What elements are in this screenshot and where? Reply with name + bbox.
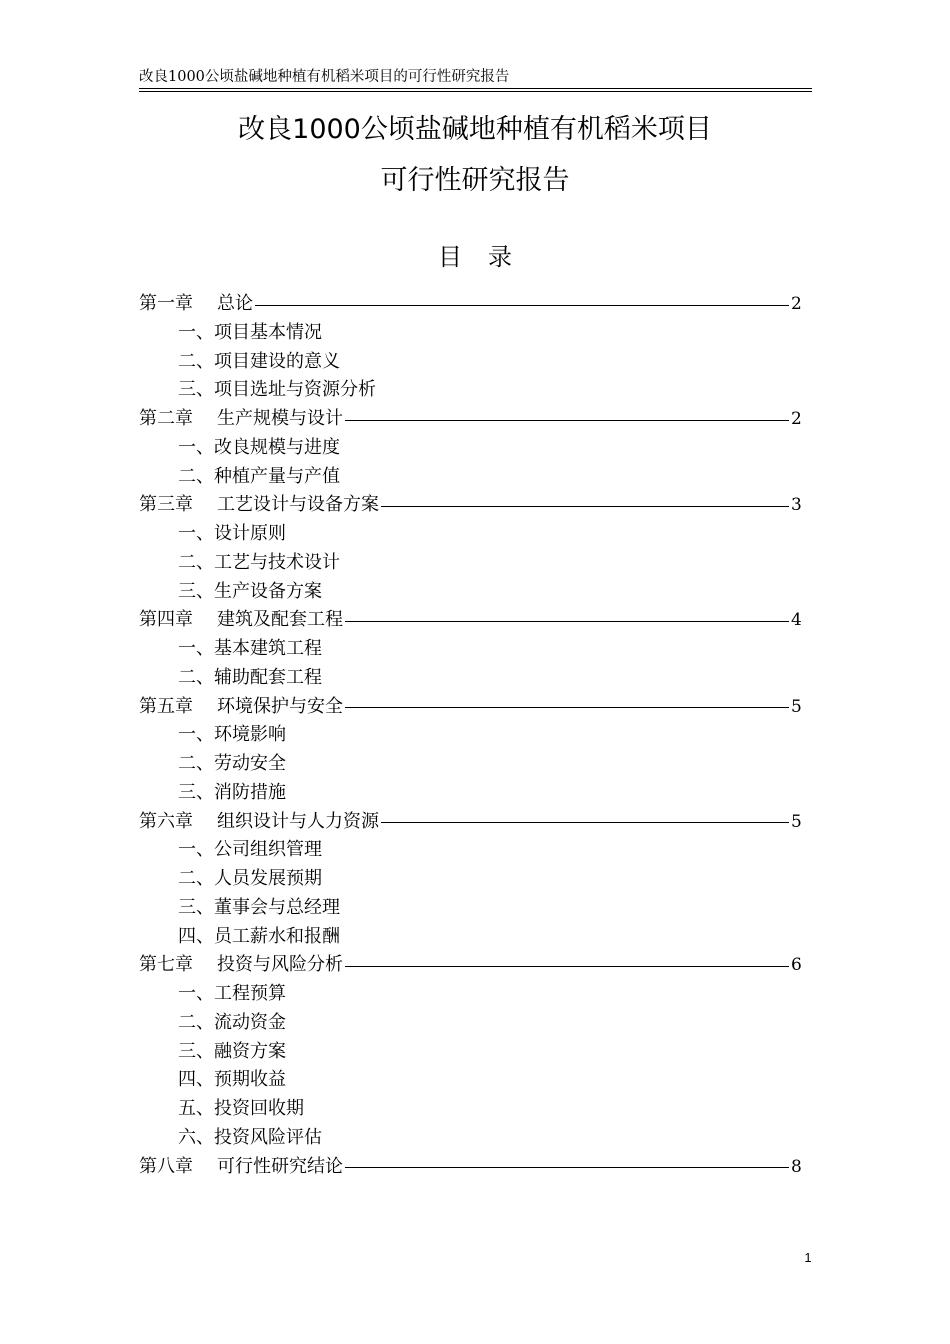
toc-heading: 目录 [438,243,538,271]
chapter-number: 第八章 [139,1155,193,1177]
section-title: 一、改良规模与进度 [178,436,340,458]
running-header: 改良1000公顷盐碱地种植有机稻米项目的可行性研究报告 [139,69,510,85]
document-title: 改良1000公顷盐碱地种植有机稻米项目 [238,114,712,145]
chapter-title: 组织设计与人力资源 [217,810,379,832]
toc-section-entry [139,319,801,348]
section-title: 二、流动资金 [178,1011,286,1033]
chapter-number: 第六章 [139,810,193,832]
chapter-title: 建筑及配套工程 [217,609,343,631]
chapter-page-number: 6 [791,955,802,976]
section-title: 六、投资风险评估 [178,1126,322,1148]
toc-section-entry [139,721,801,750]
section-title: 三、生产设备方案 [178,580,322,602]
section-title: 二、劳动安全 [178,753,286,774]
toc-section-entry [139,1009,801,1038]
chapter-title: 可行性研究结论 [217,1155,343,1177]
toc-section-entry [139,463,801,492]
section-title: 二、种植产量与产值 [178,465,340,487]
toc-section-entry [139,1066,801,1095]
toc-section-entry [139,376,801,405]
toc-chapter-entry [139,491,801,520]
toc-chapter-entry [139,606,801,635]
toc-section-entry [139,520,801,549]
toc-section-entry [139,549,801,578]
section-title: 一、项目基本情况 [178,321,322,343]
section-title: 一、工程预算 [178,983,286,1004]
section-title: 三、项目选址与资源分析 [178,379,376,401]
toc-section-entry [139,865,801,894]
section-title: 三、董事会与总经理 [178,896,340,918]
leader-line [345,621,789,622]
header-rule [139,88,812,89]
toc-section-entry [139,894,801,923]
leader-line [345,1167,789,1168]
toc-section-entry [139,664,801,693]
chapter-page-number: 3 [791,495,802,516]
section-title: 二、工艺与技术设计 [178,551,340,573]
section-title: 一、基本建筑工程 [178,638,322,659]
document-subtitle: 可行性研究报告 [380,165,570,196]
chapter-page-number: 5 [791,811,802,832]
toc-section-entry [139,836,801,865]
toc-chapter-entry [139,405,801,434]
leader-line [381,506,789,507]
header-rule-thin [139,91,812,92]
chapter-title: 工艺设计与设备方案 [217,494,379,516]
leader-line [255,305,789,306]
page-number: 1 [804,1250,812,1265]
toc-section-entry [139,779,801,808]
toc-section-entry [139,578,801,607]
chapter-number: 第五章 [139,695,193,717]
chapter-page-number: 2 [791,294,802,314]
toc-chapter-entry [139,693,801,722]
toc-section-entry [139,923,801,952]
section-title: 四、员工薪水和报酬 [178,925,340,947]
section-title: 一、公司组织管理 [178,839,322,861]
chapter-page-number: 5 [791,696,802,717]
chapter-title: 环境保护与安全 [217,695,343,717]
toc-chapter-entry [139,290,801,319]
leader-line [345,966,789,967]
toc-section-entry [139,980,801,1009]
leader-line [345,420,789,421]
chapter-number: 第七章 [139,954,193,976]
toc-chapter-entry [139,951,801,980]
section-title: 三、消防措施 [178,781,286,803]
section-title: 五、投资回收期 [178,1098,304,1119]
section-title: 二、人员发展预期 [178,868,322,889]
toc-chapter-entry [139,1153,801,1182]
toc-section-entry [139,348,801,377]
chapter-number: 第四章 [139,609,193,631]
toc-section-entry [139,750,801,779]
toc-section-entry [139,1095,801,1124]
section-title: 二、辅助配套工程 [178,666,322,688]
chapter-title: 生产规模与设计 [217,408,343,429]
section-title: 一、设计原则 [178,523,286,544]
section-title: 二、项目建设的意义 [178,350,340,372]
toc-section-entry [139,434,801,463]
section-title: 一、环境影响 [178,724,286,746]
table-of-contents [139,290,801,1181]
chapter-page-number: 2 [791,409,802,429]
toc-section-entry [139,635,801,664]
chapter-number: 第三章 [139,494,193,516]
chapter-page-number: 4 [791,610,802,631]
chapter-title: 投资与风险分析 [217,954,343,976]
toc-section-entry [139,1038,801,1067]
chapter-number: 第二章 [139,408,193,429]
chapter-title: 总论 [217,293,253,314]
leader-line [381,822,789,823]
leader-line [345,707,789,708]
section-title: 三、融资方案 [178,1040,286,1062]
toc-chapter-entry [139,808,801,837]
chapter-page-number: 8 [791,1156,802,1177]
section-title: 四、预期收益 [178,1069,286,1091]
chapter-number: 第一章 [139,293,193,314]
toc-section-entry [139,1124,801,1153]
